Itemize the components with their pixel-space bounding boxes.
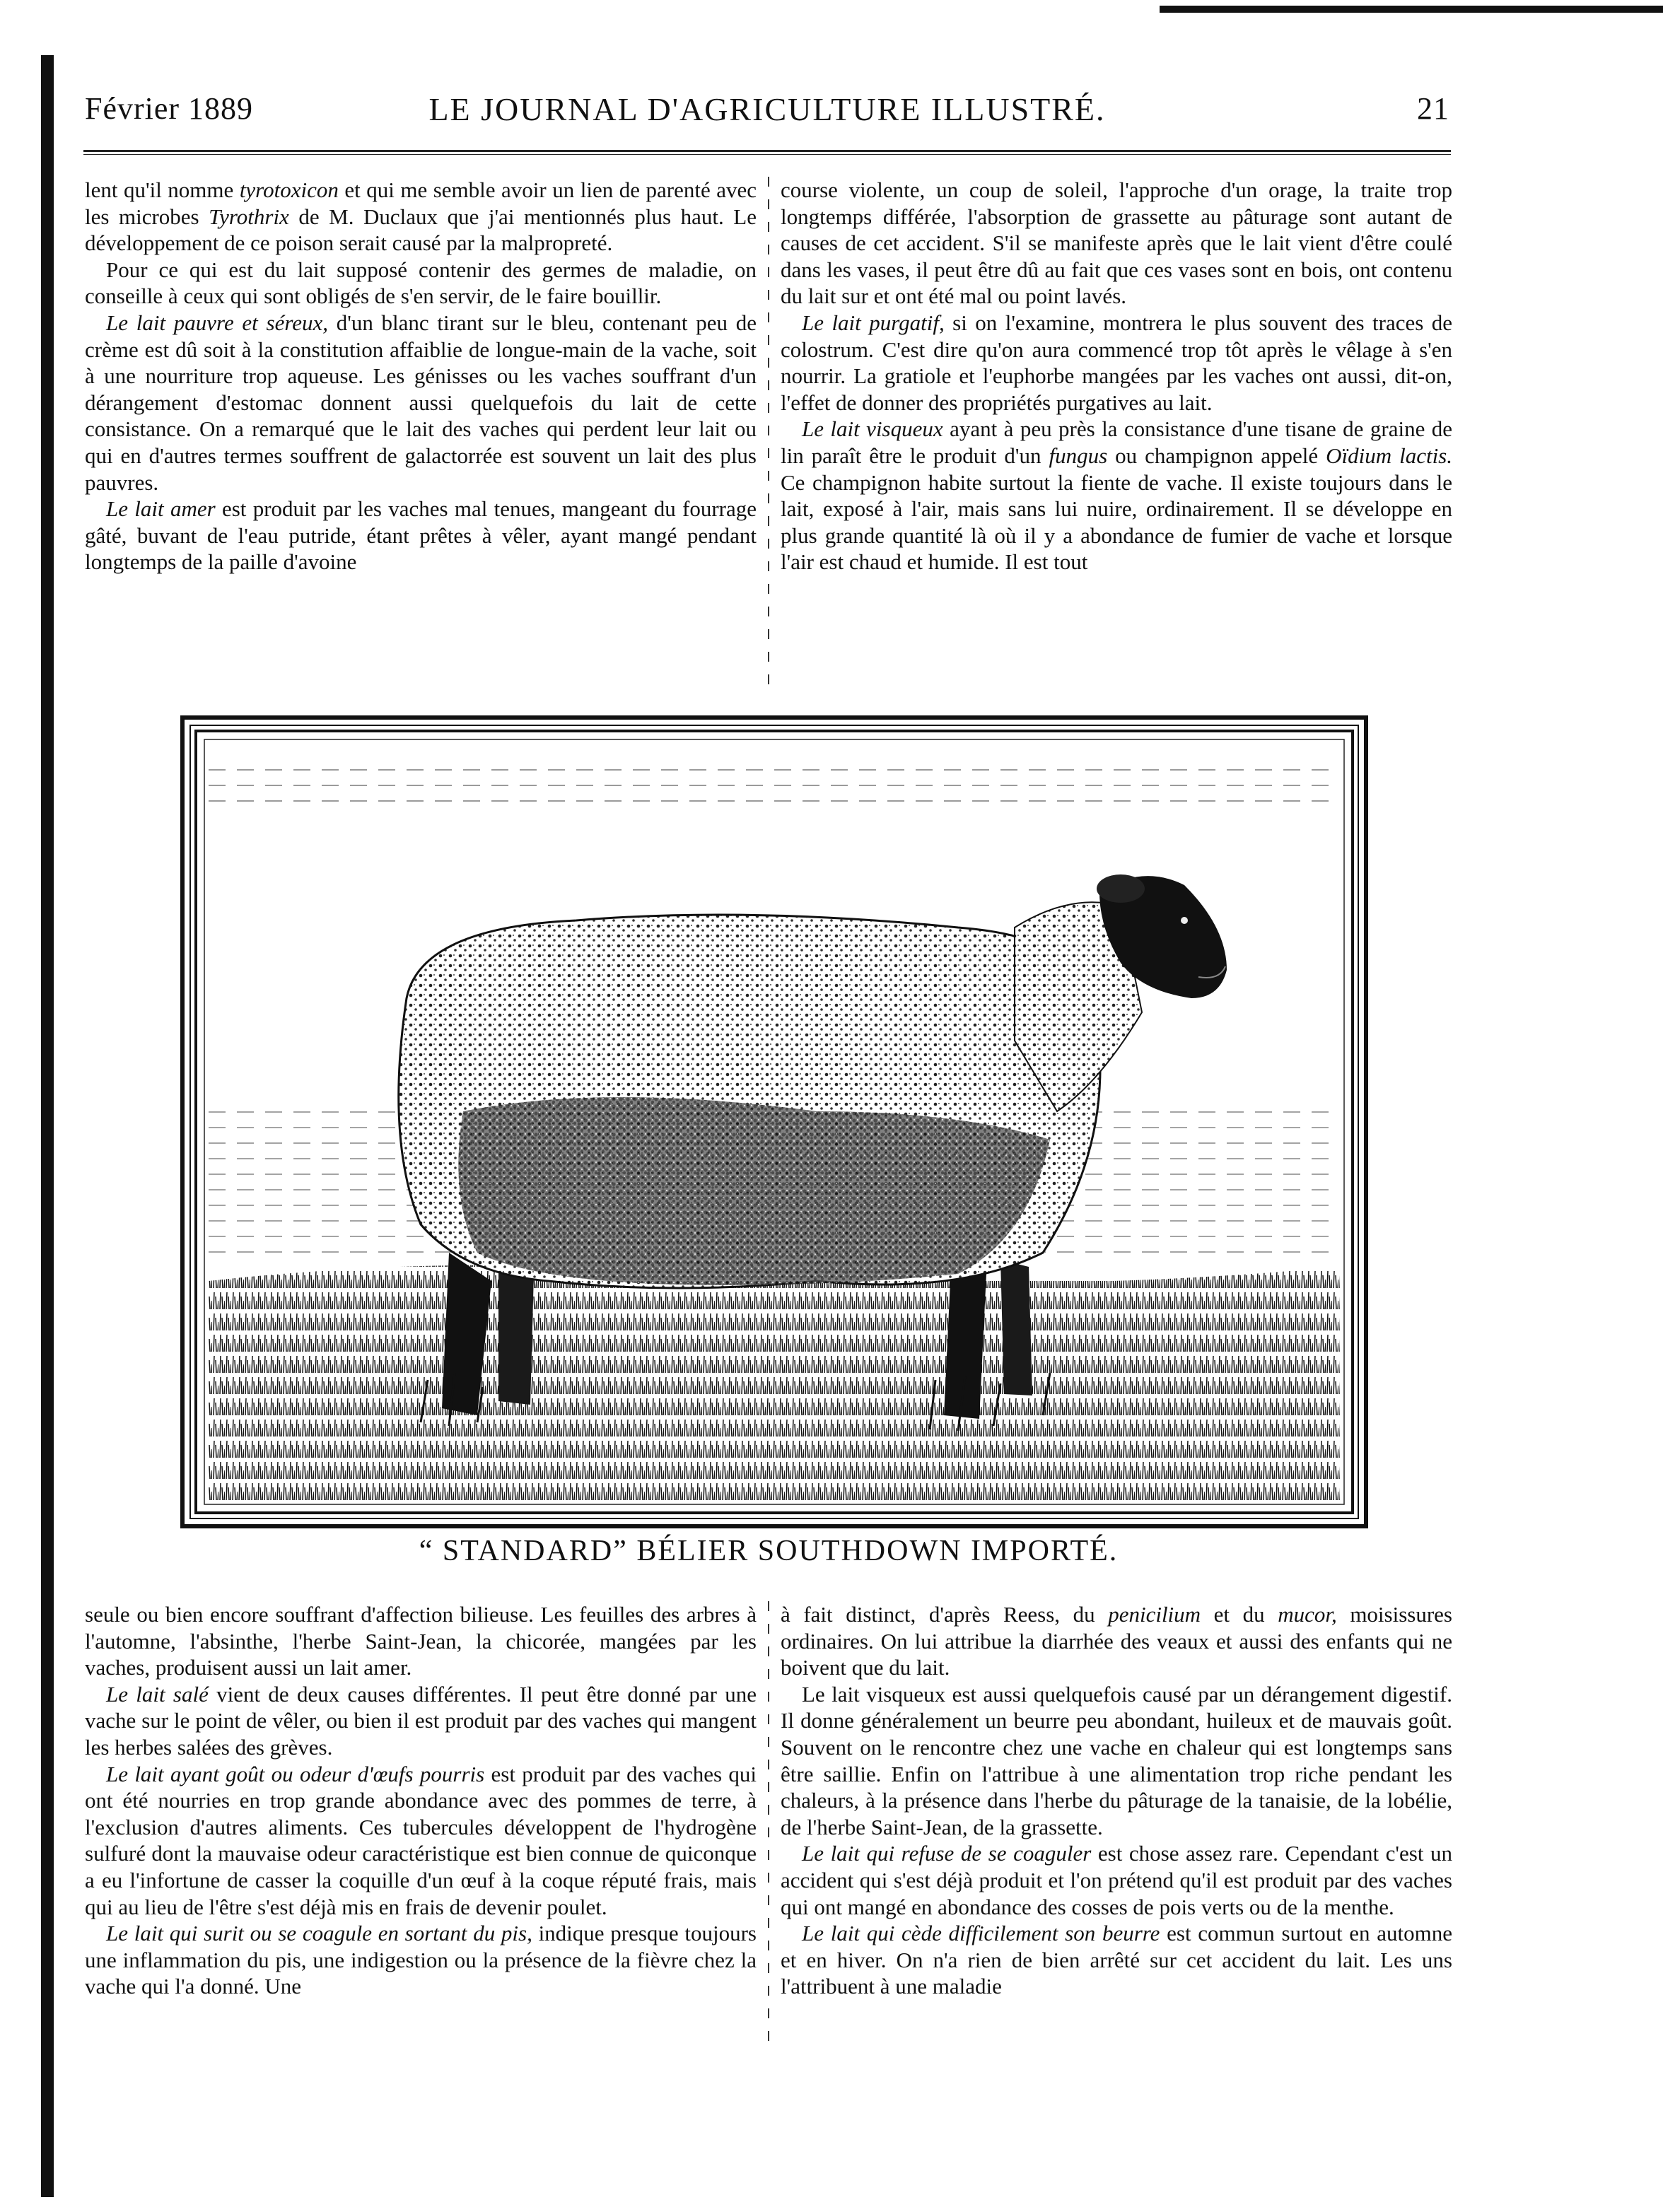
journal-title: LE JOURNAL D'AGRICULTURE ILLUSTRÉ. (428, 91, 1106, 127)
paragraph: Le lait qui refuse de se coaguler est chose assez rare. Cependant c'est un accident qui s'est déjà produit et l'on prétend qu'il est produit par des vaches qui ont mangé en abondance des cosses de pois verts ou de la menthe. (781, 1841, 1453, 1919)
column-bottom-right (781, 1601, 1452, 2054)
paragraph: Le lait salé vient de deux causes différentes. Il peut être donné par une vache sur le point de vêler, ou bien il est produit par des vaches qui mangent les herbes salées des grèves. (85, 1681, 757, 1760)
paragraph: Le lait purgatif, si on l'examine, montrera le plus souvent des traces de colostrum. C'est dire qu'on aura commencé trop tôt après le vêlage à s'en nourrir. La gratiole et l'euphorbe mangées par les vaches ont aussi, dit-on, l'effet de donner des propriétés purgatives au lait. (781, 310, 1452, 415)
engraving-figure (180, 715, 1368, 1528)
paragraph: course violente, un coup de soleil, l'approche d'un orage, la traite trop longtemps différée, l'absorption de grassette au pâturage sont autant de causes de cet accident. S'il se manifeste après que le lait vient d'être coulé dans les vases, il peut être dû au fait que ces vases sont en bois, ont contenu du lait sur et ont été mal ou point lavés. (781, 177, 1452, 309)
paragraph: Pour ce qui est du lait supposé contenir des germes de maladie, on conseille à ceux qui sont obligés de s'en servir, de le faire bouillir. (85, 257, 757, 309)
column-top-left (85, 177, 757, 686)
paragraph: à fait distinct, d'après Reess, du penicilium et du mucor, moisissures ordinaires. On lui attribue la diarrhée des veaux et aussi des enfants qui ne boivent que du lait. (781, 1602, 1453, 1680)
column-divider (768, 1601, 769, 2054)
paragraph: Le lait visqueux est aussi quelquefois causé par un dérangement digestif. Il donne généralement un beurre peu abondant, huileux et de mauvais goût. Souvent on le rencontre chez une vache en chaleur qui est longtemps sans être saillie. Enfin on l'attribue à une alimentation trop riche pendant les chaleurs, à la présence dans l'herbe du pâturage de la tanaisie, de la lobélie, de l'herbe Saint-Jean, de la grassette. (781, 1681, 1452, 1839)
issue-date: Février 1889 (85, 91, 254, 126)
paragraph: Le lait qui surit ou se coagule en sortant du pis, indique presque toujours une inflammation du pis, une indigestion ou la présence de la fièvre chez la vache qui l'a donné. Une (85, 1921, 757, 1999)
column-divider (768, 177, 769, 686)
page-number: 21 (1417, 91, 1449, 126)
top-edge-bar (1160, 6, 1663, 13)
paragraph: lent qu'il nomme tyrotoxicon et qui me semble avoir un lien de parenté avec les microbes Tyrothrix de M. Duclaux que j'ai mentionnés plus haut. Le développement de ce poison serait causé par la malpropreté. (85, 177, 757, 256)
column-bottom-left (85, 1601, 757, 2054)
paragraph: Le lait qui cède difficilement son beurre est commun surtout en automne et en hiver. On n'a rien de bien arrêté sur cet accident du lait. Les uns l'attribuent à une maladie (781, 1921, 1452, 1999)
page-header (85, 90, 1449, 140)
paragraph: Le lait ayant goût ou odeur d'œufs pourris est produit par des vaches qui ont été nourries en trop grande abondance avec des pommes de terre, à l'exclusion d'autres aliments. Ces tubercules développent de l'hydrogène sulfuré dont la mauvaise odeur caractéristique est bien connue de quiconque a eu l'infortune de casser la coquille d'un œuf à la coque réputé frais, mais qui au lieu de l'être s'est déjà mis en frais de devenir poulet. (85, 1761, 757, 1919)
paragraph: Le lait amer est produit par les vaches mal tenues, mangeant du fourrage gâté, buvant de l'eau putride, étant prêtes à vêler, ayant mangé pendant longtemps de la paille d'avoine (85, 496, 757, 575)
header-rule (83, 150, 1451, 152)
figure-caption: “ STANDARD” BÉLIER SOUTHDOWN IMPORTÉ. (419, 1535, 1119, 1567)
paragraph: Le lait pauvre et séreux, d'un blanc tirant sur le bleu, contenant peu de crème est dû soit à la constitution affaiblie de longue-main de la vache, soit à une nourriture trop aqueuse. Les génisses ou les vaches souffrant d'un dérangement d'estomac donnent aussi quelquefois du lait de cette consistance. On a remarqué que le lait des vaches qui perdent leur lait ou qui en d'autres termes souffrent de galactorrée est souvent un lait des plus pauvres. (85, 310, 757, 495)
header-rule-thin (83, 154, 1451, 155)
paragraph: Le lait visqueux ayant à peu près la consistance d'une tisane de graine de lin paraît être le produit d'un fungus ou champignon appelé Oïdium lactis. Ce champignon habite surtout la fiente de vache. Il existe toujours dans le lait, exposé à l'air, mais sans lui nuire, ordinairement. Il se développe en plus grande quantité là où il y a abondance de fumier de vache et lorsque l'air est chaud et humide. Il est tout (781, 416, 1453, 575)
sheep-engraving (180, 715, 1368, 1528)
paragraph: seule ou bien encore souffrant d'affection bilieuse. Les feuilles des arbres à l'automne, l'absinthe, l'herbe Saint-Jean, la chicorée, mangées par les vaches, produisent aussi un lait amer. (85, 1602, 757, 1680)
column-top-right (781, 177, 1452, 686)
binding-edge-bar (41, 55, 54, 2197)
